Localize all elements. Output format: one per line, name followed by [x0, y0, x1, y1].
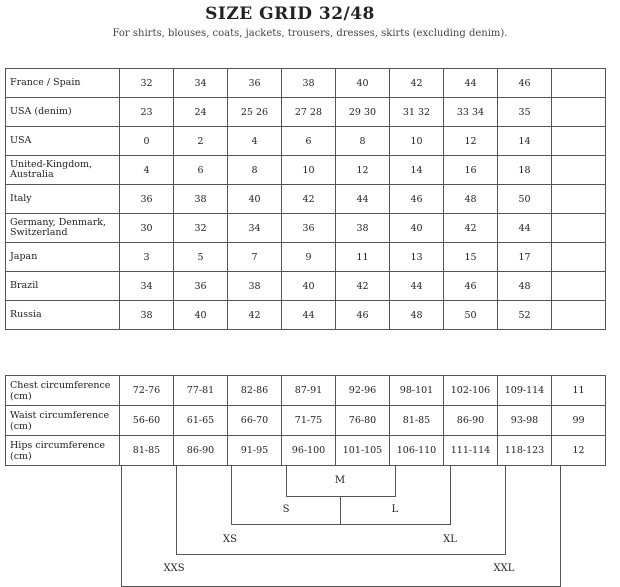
table-cell: 11: [336, 243, 390, 272]
table-cell: [552, 69, 606, 98]
table-cell: 6: [282, 127, 336, 156]
table-cell: [552, 98, 606, 127]
table-cell: 31 32: [390, 98, 444, 127]
table-cell: 18: [498, 156, 552, 185]
size-label-m: M: [334, 475, 346, 486]
table-cell: 5: [174, 243, 228, 272]
table-cell: 6: [174, 156, 228, 185]
table-cell: 52: [498, 301, 552, 330]
table-cell: 38: [282, 69, 336, 98]
table-cell: 8: [228, 156, 282, 185]
table-cell: [552, 214, 606, 243]
table-cell: 40: [228, 185, 282, 214]
table-cell: 86-90: [174, 436, 228, 466]
table-cell: 34: [228, 214, 282, 243]
row-label: Germany, Denmark, Switzerland: [6, 214, 120, 243]
table-cell: 86-90: [444, 406, 498, 436]
table-cell: [552, 301, 606, 330]
table-cell: 13: [390, 243, 444, 272]
table-cell: 87-91: [282, 376, 336, 406]
size-label-xxs: XXS: [163, 563, 185, 574]
table-cell: 4: [120, 156, 174, 185]
row-label: Hips circumference (cm): [6, 436, 120, 466]
table-cell: 0: [120, 127, 174, 156]
table-cell: 81-85: [120, 436, 174, 466]
table-cell: 34: [174, 69, 228, 98]
size-label-xxl: XXL: [493, 563, 515, 574]
table-cell: 111-114: [444, 436, 498, 466]
table-cell: 44: [390, 272, 444, 301]
table-cell: 118-123: [498, 436, 552, 466]
table-cell: 42: [390, 69, 444, 98]
table-cell: 93-98: [498, 406, 552, 436]
table-cell: 2: [174, 127, 228, 156]
table-cell: 40: [336, 69, 390, 98]
table-row: [6, 243, 606, 272]
size-conversion-table: [5, 68, 606, 330]
table-cell: 38: [336, 214, 390, 243]
table-cell: 23: [120, 98, 174, 127]
table-cell: 36: [282, 214, 336, 243]
table-cell: 24: [174, 98, 228, 127]
table-cell: 42: [228, 301, 282, 330]
table-cell: 12: [336, 156, 390, 185]
table-cell: 32: [120, 69, 174, 98]
table-cell: 15: [444, 243, 498, 272]
table-row: [6, 185, 606, 214]
table-cell: 3: [120, 243, 174, 272]
table-row: [6, 127, 606, 156]
table-cell: 27 28: [282, 98, 336, 127]
table-cell: 44: [336, 185, 390, 214]
table-cell: 35: [498, 98, 552, 127]
table-row: [6, 156, 606, 185]
table-cell: 42: [282, 185, 336, 214]
table-cell: 71-75: [282, 406, 336, 436]
table-cell: 50: [498, 185, 552, 214]
table-cell: 40: [174, 301, 228, 330]
size-label-s: S: [282, 504, 290, 515]
table-cell: 101-105: [336, 436, 390, 466]
table-row: [6, 69, 606, 98]
table-cell: 38: [228, 272, 282, 301]
table-cell: 44: [498, 214, 552, 243]
table-cell: 36: [174, 272, 228, 301]
table-cell: 109-114: [498, 376, 552, 406]
row-label: United-Kingdom, Australia: [6, 156, 120, 185]
row-label: Japan: [6, 243, 120, 272]
table-cell: 12: [552, 436, 606, 466]
table-row: [6, 406, 606, 436]
row-label: Russia: [6, 301, 120, 330]
table-cell: 36: [120, 185, 174, 214]
table-cell: 30: [120, 214, 174, 243]
table-cell: 99: [552, 406, 606, 436]
table-cell: 17: [498, 243, 552, 272]
table-row: [6, 98, 606, 127]
size-label-l: L: [391, 504, 399, 515]
table-row: [6, 301, 606, 330]
table-cell: 91-95: [228, 436, 282, 466]
table-cell: 48: [444, 185, 498, 214]
table-cell: 14: [390, 156, 444, 185]
table-cell: 34: [120, 272, 174, 301]
size-label-xs: XS: [223, 534, 237, 545]
table-cell: 44: [282, 301, 336, 330]
table-cell: 44: [444, 69, 498, 98]
row-label: Chest circumference (cm): [6, 376, 120, 406]
table-row: [6, 376, 606, 406]
table-cell: 14: [498, 127, 552, 156]
table-cell: 8: [336, 127, 390, 156]
row-label: USA: [6, 127, 120, 156]
table-cell: 12: [444, 127, 498, 156]
table-cell: [552, 156, 606, 185]
table-cell: [552, 185, 606, 214]
row-label: France / Spain: [6, 69, 120, 98]
table-row: [6, 214, 606, 243]
table-cell: 29 30: [336, 98, 390, 127]
table-cell: 7: [228, 243, 282, 272]
table-cell: 40: [390, 214, 444, 243]
page-title: SIZE GRID 32/48: [205, 4, 375, 24]
table-cell: 10: [390, 127, 444, 156]
table-cell: 76-80: [336, 406, 390, 436]
table-cell: 46: [498, 69, 552, 98]
row-label: USA (denim): [6, 98, 120, 127]
table-cell: 66-70: [228, 406, 282, 436]
size-label-xl: XL: [443, 534, 457, 545]
table-cell: 98-101: [390, 376, 444, 406]
table-cell: 48: [498, 272, 552, 301]
table-cell: 81-85: [390, 406, 444, 436]
table-cell: 46: [390, 185, 444, 214]
table-cell: 72-76: [120, 376, 174, 406]
table-cell: 9: [282, 243, 336, 272]
page-subtitle: For shirts, blouses, coats, jackets, trousers, dresses, skirts (excluding denim).: [112, 28, 508, 39]
table-cell: 40: [282, 272, 336, 301]
measurement-table: [5, 375, 606, 466]
table-cell: 42: [444, 214, 498, 243]
table-cell: 96-100: [282, 436, 336, 466]
table-cell: 48: [390, 301, 444, 330]
table-cell: 11: [552, 376, 606, 406]
table-cell: 106-110: [390, 436, 444, 466]
table-cell: 56-60: [120, 406, 174, 436]
table-cell: 77-81: [174, 376, 228, 406]
table-cell: [552, 272, 606, 301]
table-cell: 82-86: [228, 376, 282, 406]
table-cell: 46: [444, 272, 498, 301]
table-cell: 38: [120, 301, 174, 330]
table-cell: 36: [228, 69, 282, 98]
table-cell: 38: [174, 185, 228, 214]
table-cell: 92-96: [336, 376, 390, 406]
table-cell: 102-106: [444, 376, 498, 406]
table-cell: 25 26: [228, 98, 282, 127]
table-cell: [552, 243, 606, 272]
table-cell: 33 34: [444, 98, 498, 127]
row-label: Brazil: [6, 272, 120, 301]
table-cell: 4: [228, 127, 282, 156]
table-cell: [552, 127, 606, 156]
table-cell: 46: [336, 301, 390, 330]
table-cell: 50: [444, 301, 498, 330]
row-label: Italy: [6, 185, 120, 214]
table-cell: 32: [174, 214, 228, 243]
table-cell: 61-65: [174, 406, 228, 436]
row-label: Waist circumference (cm): [6, 406, 120, 436]
table-row: [6, 436, 606, 466]
table-cell: 42: [336, 272, 390, 301]
table-row: [6, 272, 606, 301]
table-cell: 10: [282, 156, 336, 185]
table-cell: 16: [444, 156, 498, 185]
